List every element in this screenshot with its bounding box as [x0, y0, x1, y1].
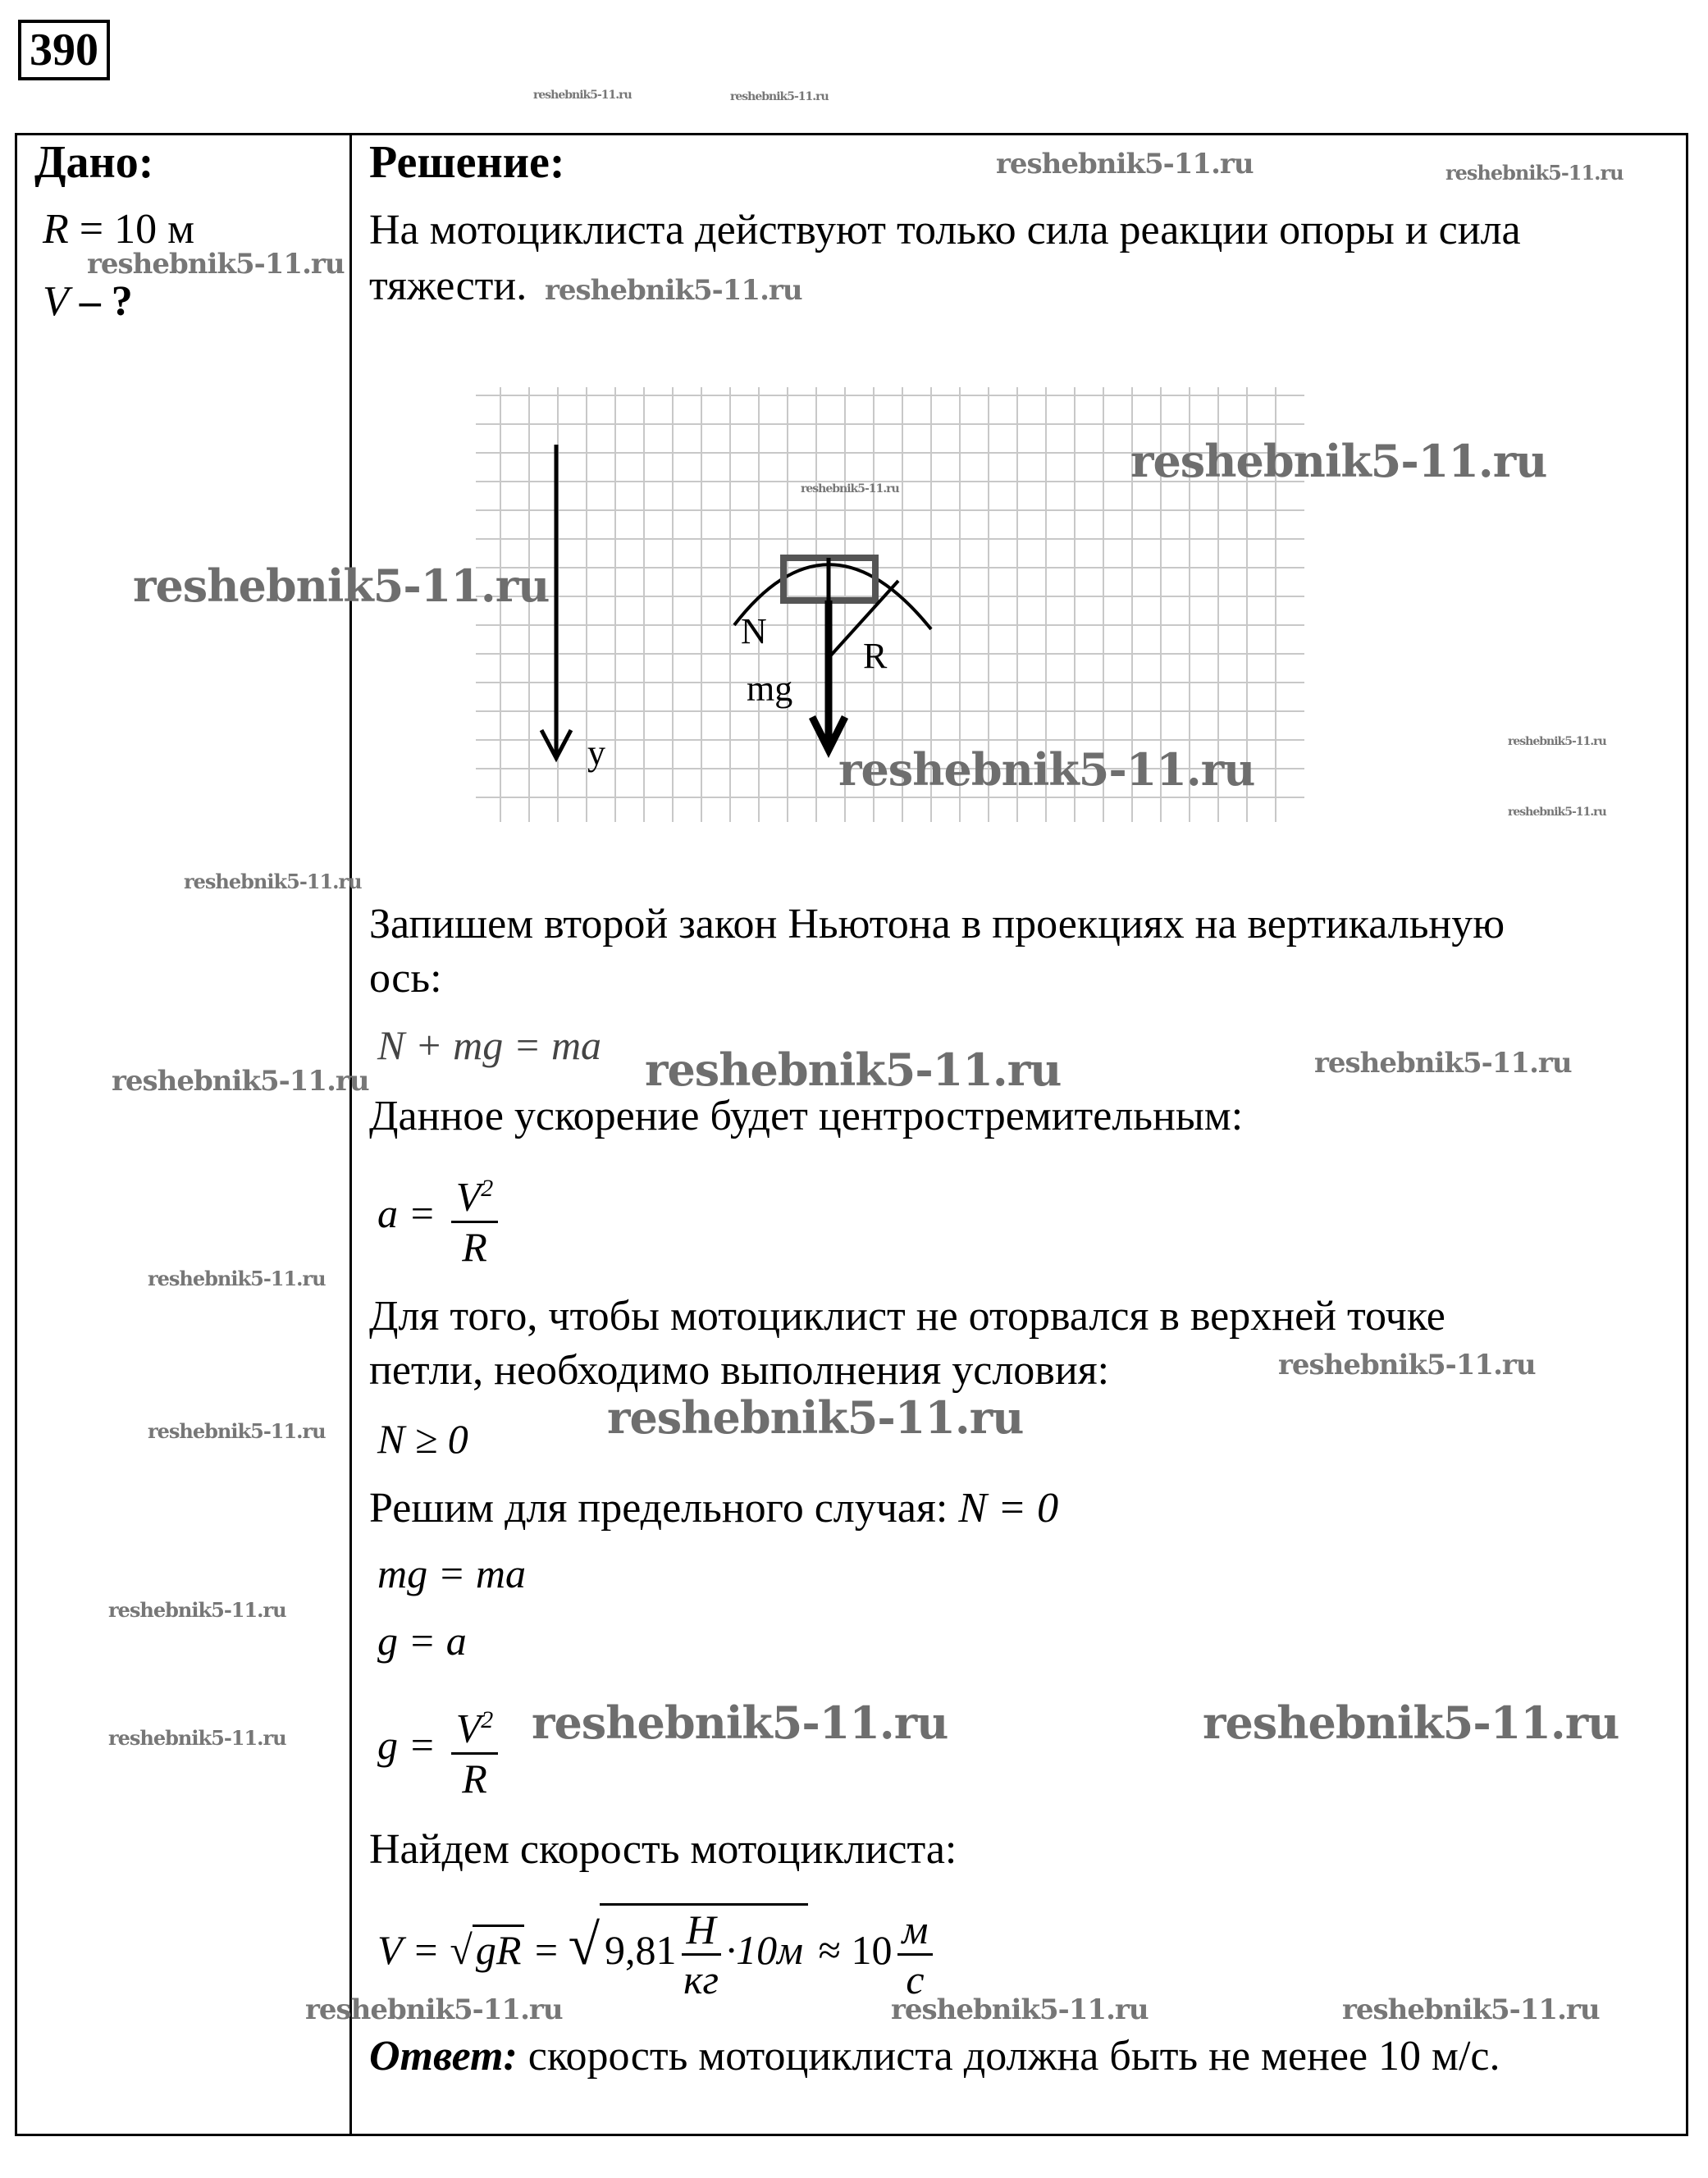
answer-text: скорость мотоциклиста должна быть не менее 10 м/с. — [517, 2033, 1500, 2080]
eq-v-unit-num: м — [897, 1906, 934, 1956]
watermark: reshebnik5-11.ru — [607, 1391, 1024, 1444]
watermark: reshebnik5-11.ru — [1342, 1993, 1600, 2026]
eq-v-mult: ·10м — [725, 1926, 804, 1973]
para3: Данное ускорение будет центростремительным: — [369, 1093, 1244, 1139]
label-y: y — [587, 733, 605, 773]
watermark: reshebnik5-11.ru — [1130, 435, 1547, 487]
watermark: reshebnik5-11.ru — [1278, 1349, 1536, 1381]
label-mg: mg — [747, 669, 793, 709]
label-r: R — [863, 636, 888, 676]
watermark: reshebnik5-11.ru — [1508, 806, 1606, 819]
eq-a-lhs: a = — [377, 1189, 436, 1236]
para2-line2: ось: — [369, 955, 442, 1002]
para2-line1: Запишем второй закон Ньютона в проекциях на вертикальную — [369, 901, 1505, 947]
para1-line2: тяжести. — [369, 263, 527, 309]
given-r-value: = 10 м — [79, 206, 194, 253]
answer — [369, 2030, 1682, 2084]
column-divider — [349, 133, 352, 2136]
eq-a-num: V — [455, 1173, 482, 1220]
eq-g-a: g = a — [377, 1618, 467, 1664]
eq-v-coef: 9,81 — [605, 1926, 677, 1973]
eq-v-approx: ≈ 10 — [818, 1926, 893, 1973]
eq-newton: N + mg = ma — [377, 1022, 602, 1068]
watermark: reshebnik5-11.ru — [891, 1993, 1149, 2026]
watermark: reshebnik5-11.ru — [532, 1696, 948, 1749]
problem-number: 390 — [18, 20, 110, 80]
eq-v-result-frac — [897, 1906, 934, 2003]
eq-v-lhs: V = — [377, 1926, 450, 1973]
eq-velocity: V = √gR = √ 9,81 $\frac{Н}{кг}$ ·10м ≈ 10 $\frac{м}{с}$ — [377, 1903, 938, 2003]
solution-heading: Решение: — [369, 137, 565, 188]
given-v-label: V — [43, 278, 69, 325]
watermark: reshebnik5-11.ru — [87, 248, 345, 281]
para5-text: Решим для предельного случая: — [369, 1485, 948, 1532]
para6: Найдем скорость мотоциклиста: — [369, 1826, 957, 1873]
eq-v-num: Н — [682, 1906, 721, 1956]
answer-label: Ответ: — [369, 2033, 518, 2080]
given-heading: Дано: — [34, 137, 154, 188]
eq-g-fraction — [451, 1696, 499, 1802]
label-n: N — [741, 611, 767, 651]
given-r — [43, 205, 194, 254]
eq-g-fraction-line — [377, 1696, 503, 1802]
eq-a-fraction — [451, 1165, 499, 1271]
eq-v-eq: = — [534, 1926, 559, 1973]
eq-a-den: R — [462, 1223, 487, 1270]
watermark: reshebnik5-11.ru — [112, 1065, 369, 1098]
watermark: reshebnik5-11.ru — [133, 559, 550, 612]
eq-v-root1: gR — [473, 1925, 525, 1973]
watermark: reshebnik5-11.ru — [996, 148, 1254, 180]
watermark: reshebnik5-11.ru — [838, 743, 1255, 796]
eq-g-num: V — [455, 1705, 482, 1751]
watermark: reshebnik5-11.ru — [1508, 735, 1606, 748]
para5 — [369, 1482, 1682, 1536]
given-v — [43, 277, 133, 326]
eq-condition: N ≥ 0 — [377, 1416, 468, 1462]
watermark: reshebnik5-11.ru — [148, 1419, 326, 1443]
given-v-value: – ? — [79, 278, 133, 325]
eq-v-unit-den: с — [906, 1957, 925, 2002]
eq-g-sup: 2 — [481, 1706, 494, 1733]
eq-v-unit-frac — [682, 1906, 721, 2003]
given-r-label: R — [43, 206, 69, 253]
watermark: reshebnik5-11.ru — [533, 89, 632, 102]
watermark: reshebnik5-11.ru — [801, 482, 899, 495]
eq-g-den: R — [462, 1755, 487, 1801]
watermark: reshebnik5-11.ru — [108, 1726, 286, 1750]
watermark: reshebnik5-11.ru — [645, 1043, 1062, 1096]
watermark: reshebnik5-11.ru — [730, 90, 829, 103]
watermark: reshebnik5-11.ru — [1203, 1696, 1619, 1749]
watermark: reshebnik5-11.ru — [305, 1993, 563, 2026]
eq-v-den: кг — [683, 1957, 719, 2002]
watermark: reshebnik5-11.ru — [148, 1267, 326, 1290]
watermark: reshebnik5-11.ru — [1445, 161, 1624, 185]
para1-line1: На мотоциклиста действуют только сила реакции опоры и сила — [369, 207, 1521, 253]
eq-mg-ma: mg = ma — [377, 1550, 526, 1596]
watermark: reshebnik5-11.ru — [1314, 1047, 1572, 1080]
eq-centripetal — [377, 1165, 503, 1271]
eq-g-lhs: g = — [377, 1721, 436, 1768]
watermark: reshebnik5-11.ru — [545, 274, 802, 307]
para4-line1: Для того, чтобы мотоциклист не оторвался в верхней точке — [369, 1293, 1445, 1340]
eq-a-sup: 2 — [481, 1175, 494, 1202]
para4-line2: петли, необходимо выполнения условия: — [369, 1347, 1110, 1394]
watermark: reshebnik5-11.ru — [108, 1598, 286, 1622]
eq-limit: N = 0 — [958, 1485, 1059, 1532]
watermark: reshebnik5-11.ru — [184, 870, 362, 893]
